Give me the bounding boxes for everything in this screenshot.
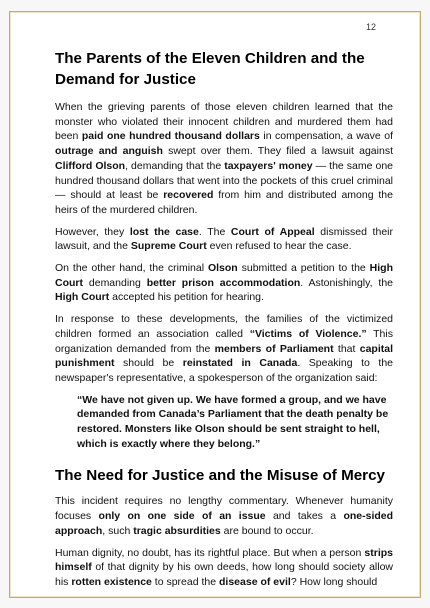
paragraph-olson-petition xyxy=(55,261,393,305)
body-text: ? How long should xyxy=(290,575,378,588)
section-heading-parents-demand-justice: The Parents of the Eleven Children and the Demand for Justice xyxy=(55,50,365,88)
body-text: dismissed their lawsuit, and the xyxy=(55,225,393,253)
emphasis-text: one-sided approach xyxy=(55,510,394,537)
emphasis-text: High Court xyxy=(55,262,393,289)
body-text: However, they xyxy=(55,225,130,238)
body-text: . The xyxy=(198,225,231,238)
spokesperson-quote: “We have not given up. We have formed a group, and we have demanded from Canada’s Parliament that the death penalty be restored. Monsters like Olson should be sent straight to hell, which is exactly where they belong.” xyxy=(77,393,389,450)
body-text: demanding xyxy=(83,276,147,289)
body-text: in compensation, a wave of xyxy=(259,130,393,143)
section-heading-justice-and-mercy: The Need for Justice and the Misuse of Mercy xyxy=(55,467,385,485)
paragraph-one-sided-approach xyxy=(55,494,393,538)
body-text: should be xyxy=(114,357,183,370)
body-text: that xyxy=(333,342,360,355)
emphasis-text: paid one hundred thousand dollars xyxy=(81,130,260,143)
body-text: to spread the xyxy=(151,575,220,588)
paragraph-human-dignity xyxy=(55,546,393,590)
emphasis-text: strips himself xyxy=(55,546,393,574)
body-text: of that dignity by his own deeds, how long should society allow his xyxy=(55,561,393,588)
body-text: , demanding that the xyxy=(125,159,225,172)
body-text: from him and distributed among the heirs of the murdered children. xyxy=(55,189,393,216)
emphasis-text: outrage and anguish xyxy=(55,145,163,158)
body-text: This organization demanded from the xyxy=(55,327,393,355)
emphasis-text: lost the case xyxy=(129,225,199,238)
emphasis-text: members of Parliament xyxy=(214,342,334,355)
page-content xyxy=(55,48,393,597)
emphasis-text: better prison accommodation xyxy=(146,276,301,289)
paragraph-victims-association xyxy=(55,312,393,386)
paragraph-lost-case xyxy=(55,225,393,254)
body-text: and takes a xyxy=(265,510,344,523)
emphasis-text: High Court xyxy=(55,291,110,304)
body-text: On the other hand, the criminal xyxy=(55,262,208,275)
emphasis-text: “Victims of Violence.” xyxy=(249,327,367,340)
emphasis-text: Court of Appeal xyxy=(230,225,315,238)
body-text: accepted his petition for hearing. xyxy=(109,291,264,304)
emphasis-text: reinstated in Canada xyxy=(182,357,298,370)
body-text: This incident requires no lengthy commentary. Whenever humanity focuses xyxy=(55,495,393,523)
body-text: In response to these developments, the families of the victimized children formed an association called xyxy=(55,313,393,340)
body-text: are bound to occur. xyxy=(220,524,314,537)
emphasis-text: rotten existence xyxy=(71,575,152,588)
emphasis-text: Olson xyxy=(207,262,238,275)
paragraph-compensation-lawsuit xyxy=(55,100,393,218)
body-text: swept over them. They filed a lawsuit against xyxy=(162,145,393,158)
body-text: . Astonishingly, the xyxy=(300,276,393,289)
emphasis-text: capital punishment xyxy=(55,342,393,370)
emphasis-text: only on one side of an issue xyxy=(98,510,266,523)
emphasis-text: taxpayers' money xyxy=(224,159,313,172)
emphasis-text: disease of evil xyxy=(219,575,291,588)
body-text: even refused to hear the case. xyxy=(206,240,352,253)
emphasis-text: Supreme Court xyxy=(130,240,207,253)
page-number: 12 xyxy=(365,22,376,32)
page-frame xyxy=(9,11,421,598)
body-text: — the same one hundred thousand dollars that went into the pockets of this cruel criminal — should at least be xyxy=(55,159,394,202)
body-text: submitted a petition to the xyxy=(237,262,370,275)
emphasis-text: recovered xyxy=(163,189,214,202)
body-text: Human dignity, no doubt, has its rightful place. But when a person xyxy=(55,546,365,559)
body-text: . Speaking to the newspaper's representative, a spokesperson of the organization said: xyxy=(55,357,394,384)
body-text: When the grieving parents of those eleven children learned that the monster who violated their innocent children and murdered them had been xyxy=(55,101,393,143)
emphasis-text: Clifford Olson xyxy=(55,159,126,172)
body-text: , such xyxy=(102,524,134,537)
emphasis-text: tragic absurdities xyxy=(133,524,221,537)
